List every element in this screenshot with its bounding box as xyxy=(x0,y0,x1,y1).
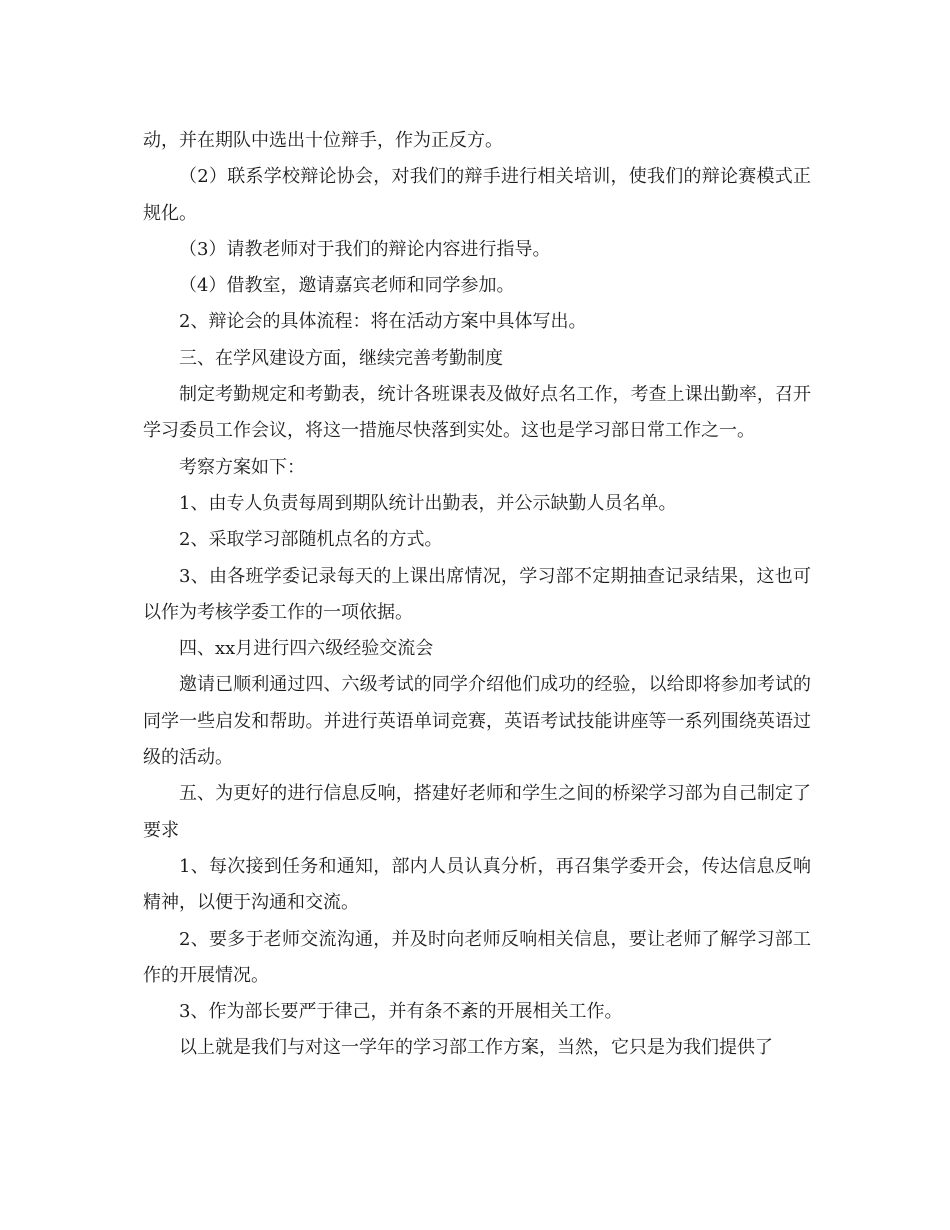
paragraph: 以上就是我们与对这一学年的学习部工作方案，当然，它只是为我们提供了 xyxy=(179,1037,773,1059)
paragraph: 制定考勤规定和考勤表，统计各班课表及做好点名工作，考查上课出勤率，召开学习委员工作会议，将这一措施尽快落到实处。这也是学习部日常工作之一。 xyxy=(143,384,811,442)
section-heading: 三、在学风建设方面，继续完善考勤制度 xyxy=(179,347,503,369)
paragraph: 2、辩论会的具体流程：将在活动方案中具体写出。 xyxy=(179,311,587,333)
paragraph: 2、采取学习部随机点名的方式。 xyxy=(179,529,443,551)
section-heading: 五、为更好的进行信息反响，搭建好老师和学生之间的桥梁学习部为自己制定了要求 xyxy=(143,783,811,841)
paragraph: 3、由各班学委记录每天的上课出席情况，学习部不定期抽查记录结果，这也可以作为考核学委工作的一项依据。 xyxy=(143,565,811,623)
paragraph: （4）借教室，邀请嘉宾老师和同学参加。 xyxy=(179,275,515,297)
paragraph: （2）联系学校辩论协会，对我们的辩手进行相关培训，使我们的辩论赛模式正规化。 xyxy=(143,166,811,224)
section-heading: 四、xx月进行四六级经验交流会 xyxy=(179,638,434,660)
paragraph: 考察方案如下： xyxy=(179,456,305,478)
paragraph: 3、作为部长要严于律己，并有条不紊的开展相关工作。 xyxy=(179,1001,623,1023)
paragraph: 1、每次接到任务和通知，部内人员认真分析，再召集学委开会，传达信息反响精神，以便于沟通和交流。 xyxy=(143,855,811,914)
paragraph: 2、要多于老师交流沟通，并及时向老师反响相关信息，要让老师了解学习部工作的开展情况。 xyxy=(143,928,811,986)
paragraph: （3）请教老师对于我们的辩论内容进行指导。 xyxy=(179,238,551,260)
paragraph-continuation: 动，并在期队中选出十位辩手，作为正反方。 xyxy=(143,130,503,151)
document-body xyxy=(143,123,811,1067)
paragraph: 邀请已顺利通过四、六级考试的同学介绍他们成功的经验，以给即将参加考试的同学一些启发和帮助。并进行英语单词竞赛，英语考试技能讲座等一系列围绕英语过级的活动。 xyxy=(143,674,811,769)
paragraph: 1、由专人负责每周到期队统计出勤表，并公示缺勤人员名单。 xyxy=(179,492,677,514)
